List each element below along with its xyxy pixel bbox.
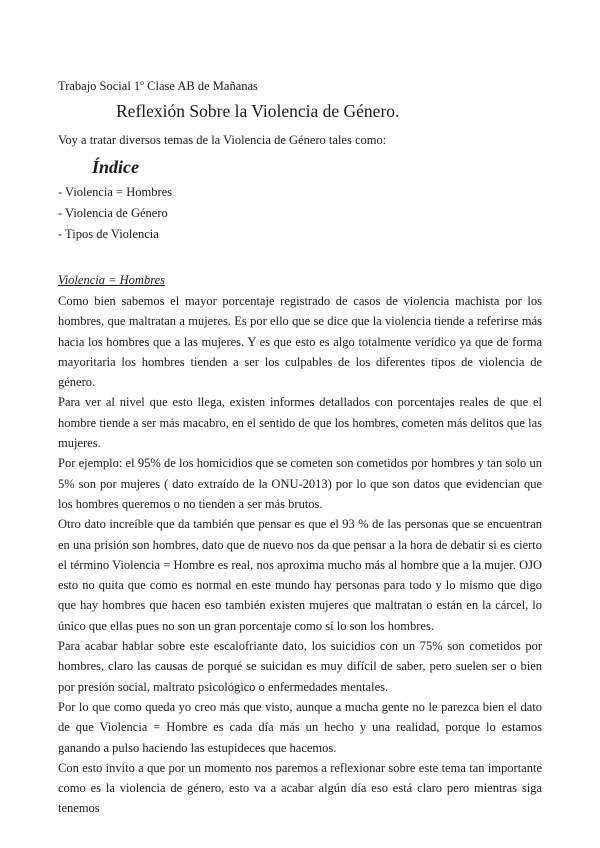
body-text (58, 291, 542, 819)
document-header: Trabajo Social 1º Clase AB de Mañanas (58, 79, 258, 93)
paragraph: Para ver al nivel que esto llega, existen informes detallados con porcentajes reales de que el hombre tiende a ser más macabro, en el sentido de que los hombres, cometen más delitos que las mujeres. (58, 395, 542, 451)
document-title: Reflexión Sobre la Violencia de Género. (116, 101, 400, 121)
paragraph: Por ejemplo: el 95% de los homicidios que se cometen son cometidos por hombres y tan solo un 5% son por mujeres ( dato extraído de la ONU-2013) por lo que son datos que evidencian que los hombres queremos o no tienden a ser más brutos. (58, 456, 542, 511)
index-item: - Violencia = Hombres (58, 185, 173, 199)
index-list (58, 182, 542, 245)
paragraph: Como bien sabemos el mayor porcentaje registrado de casos de violencia machista por los hombres, que maltratan a mujeres. Es por ello que se dice que la violencia tiende a referirse más hacia los hombres que a las mujeres. Y es que esto es algo totalmente verídico ya que de forma mayoritaria los hombres tienden a ser los culpables de los diferentes tipos de violencia de género. (58, 294, 542, 390)
section-heading: Violencia = Hombres (58, 273, 166, 287)
paragraph: Con esto invito a que por un momento nos paremos a reflexionar sobre este tema tan importante como es la violencia de género, esto va a acabar algún día eso está claro pero mientras siga tenemos (58, 760, 542, 816)
paragraph: Para acabar hablar sobre este escalofriante dato, los suicidios con un 75% son cometidos por hombres, claro las causas de porqué se suicidan es muy difícil de saber, pero suelen ser o bien por presión social, maltrato psicológico o enfermedades mentales. (58, 639, 542, 694)
paragraph: Otro dato increíble que da también que pensar es que el 93 % de las personas que se encuentran en una prisión son hombres, dato que de nuevo nos da que pensar a la hora de debatir si es cierto el término Violencia = Hombre es real, nos aproxima mucho más al hombre que a la mujer. OJO esto no quita que como es normal en este mundo hay personas para todo y lo mismo que digo que hay hombres que hacen eso también existen mujeres que maltratan o están en la cárcel, lo único que ellas pues no son un gran porcentaje como sí lo son los hombres. (58, 517, 542, 633)
intro-text: Voy a tratar diversos temas de la Violencia de Género tales como: (58, 133, 387, 147)
index-item: - Violencia de Género (58, 206, 168, 220)
index-item: - Tipos de Violencia (58, 227, 159, 241)
paragraph: Por lo que como queda yo creo más que visto, aunque a mucha gente no le parezca bien el dato de que Violencia = Hombre es cada día más un hecho y una realidad, porque lo estamos ganando a pulso haciendo las estupideces que hacemos. (58, 699, 542, 755)
index-heading: Índice (92, 157, 139, 177)
